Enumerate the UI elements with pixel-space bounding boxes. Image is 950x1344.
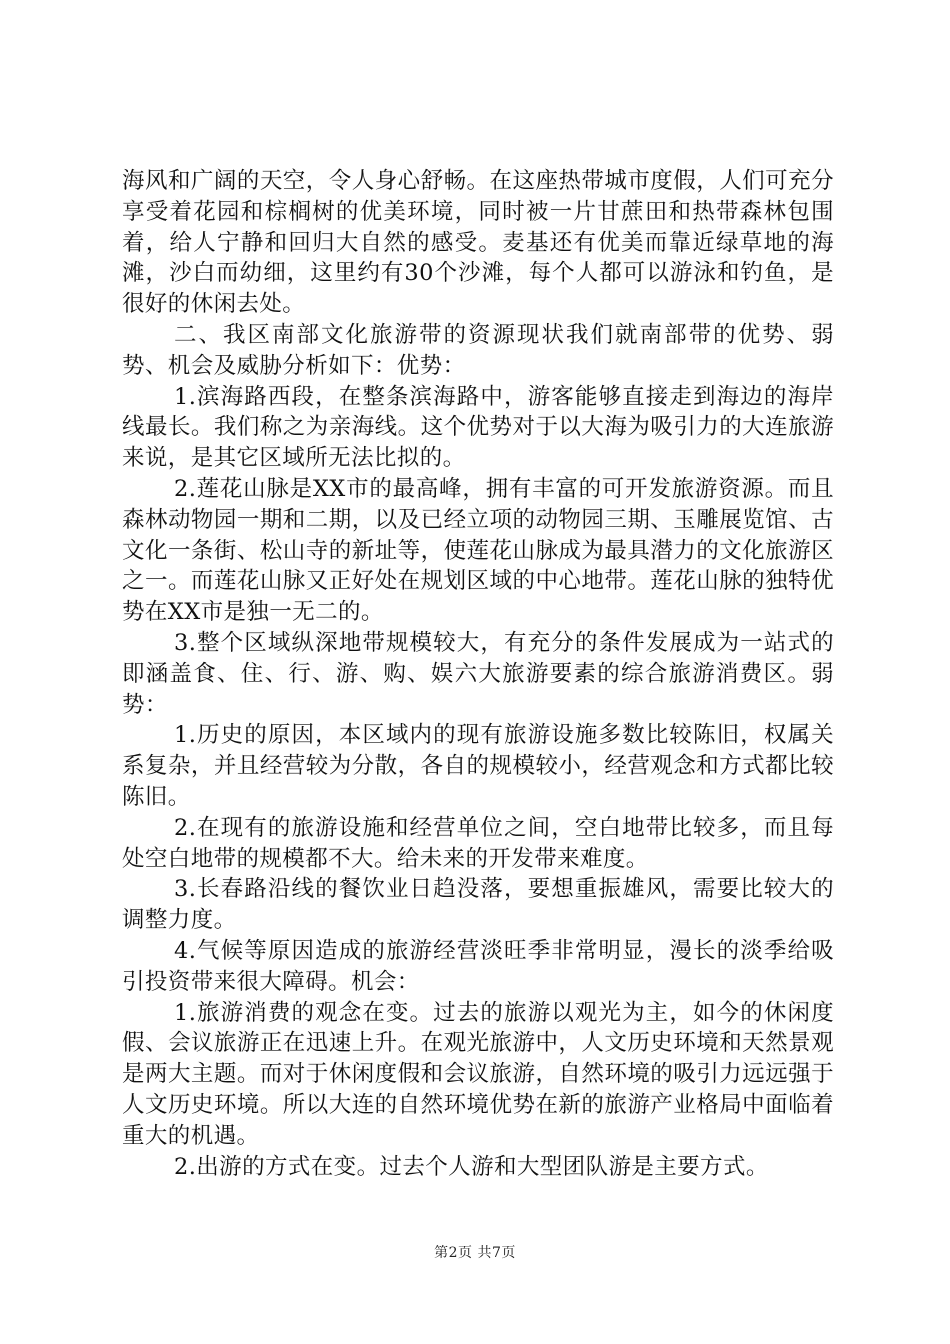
paragraph-strength-3: 3.整个区域纵深地带规模较大，有充分的条件发展成为一站式的即涵盖食、住、行、游、购、娱六大旅游要素的综合旅游消费区。弱势： — [122, 629, 834, 718]
paragraph-weakness-1: 1.历史的原因，本区域内的现有旅游设施多数比较陈旧，权属关系复杂，并且经营较为分散，各自的规模较小，经营观念和方式都比较陈旧。 — [122, 722, 834, 810]
paragraph-weakness-4: 4.气候等原因造成的旅游经营淡旺季非常明显，漫长的淡季给吸引投资带来很大障碍。机会： — [122, 937, 834, 995]
paragraph-opportunity-2: 2.出游的方式在变。过去个人游和大型团队游是主要方式。 — [174, 1153, 769, 1180]
paragraph-section-two-heading: 二、我区南部文化旅游带的资源现状我们就南部带的优势、弱势、机会及威胁分析如下：优势： — [122, 321, 834, 379]
paragraph-continuation: 海风和广阔的天空，令人身心舒畅。在这座热带城市度假，人们可充分享受着花园和棕榈树的优美环境，同时被一片甘蔗田和热带森林包围着，给人宁静和回归大自然的感受。麦基还有优美而靠近绿草地的海滩，沙白而幼细，这里约有30个沙滩，每个人都可以游泳和钓鱼，是很好的休闲去处。 — [122, 168, 834, 318]
paragraph-weakness-2: 2.在现有的旅游设施和经营单位之间，空白地带比较多，而且每处空白地带的规模都不大。给未来的开发带来难度。 — [122, 814, 834, 872]
paragraph-strength-2: 2.莲花山脉是XX市的最高峰，拥有丰富的可开发旅游资源。而且森林动物园一期和二期，以及已经立项的动物园三期、玉雕展览馆、古文化一条街、松山寺的新址等，使莲花山脉成为最具潜力的文化旅游区之一。而莲花山脉又正好处在规划区域的中心地带。莲花山脉的独特优势在XX市是独一无二的。 — [122, 475, 834, 626]
document-body — [122, 166, 834, 1182]
paragraph-weakness-3: 3.长春路沿线的餐饮业日趋没落，要想重振雄风，需要比较大的调整力度。 — [122, 876, 834, 934]
page-footer — [0, 1244, 950, 1262]
page-number-label: 第2页 共7页 — [434, 1245, 516, 1261]
paragraph-strength-1: 1.滨海路西段，在整条滨海路中，游客能够直接走到海边的海岸线最长。我们称之为亲海线。这个优势对于以大海为吸引力的大连旅游来说，是其它区域所无法比拟的。 — [122, 383, 834, 472]
paragraph-opportunity-1: 1.旅游消费的观念在变。过去的旅游以观光为主，如今的休闲度假、会议旅游正在迅速上升。在观光旅游中，人文历史环境和天然景观是两大主题。而对于休闲度假和会议旅游，自然环境的吸引力远远强于人文历史环境。所以大连的自然环境优势在新的旅游产业格局中面临着重大的机遇。 — [122, 999, 834, 1149]
